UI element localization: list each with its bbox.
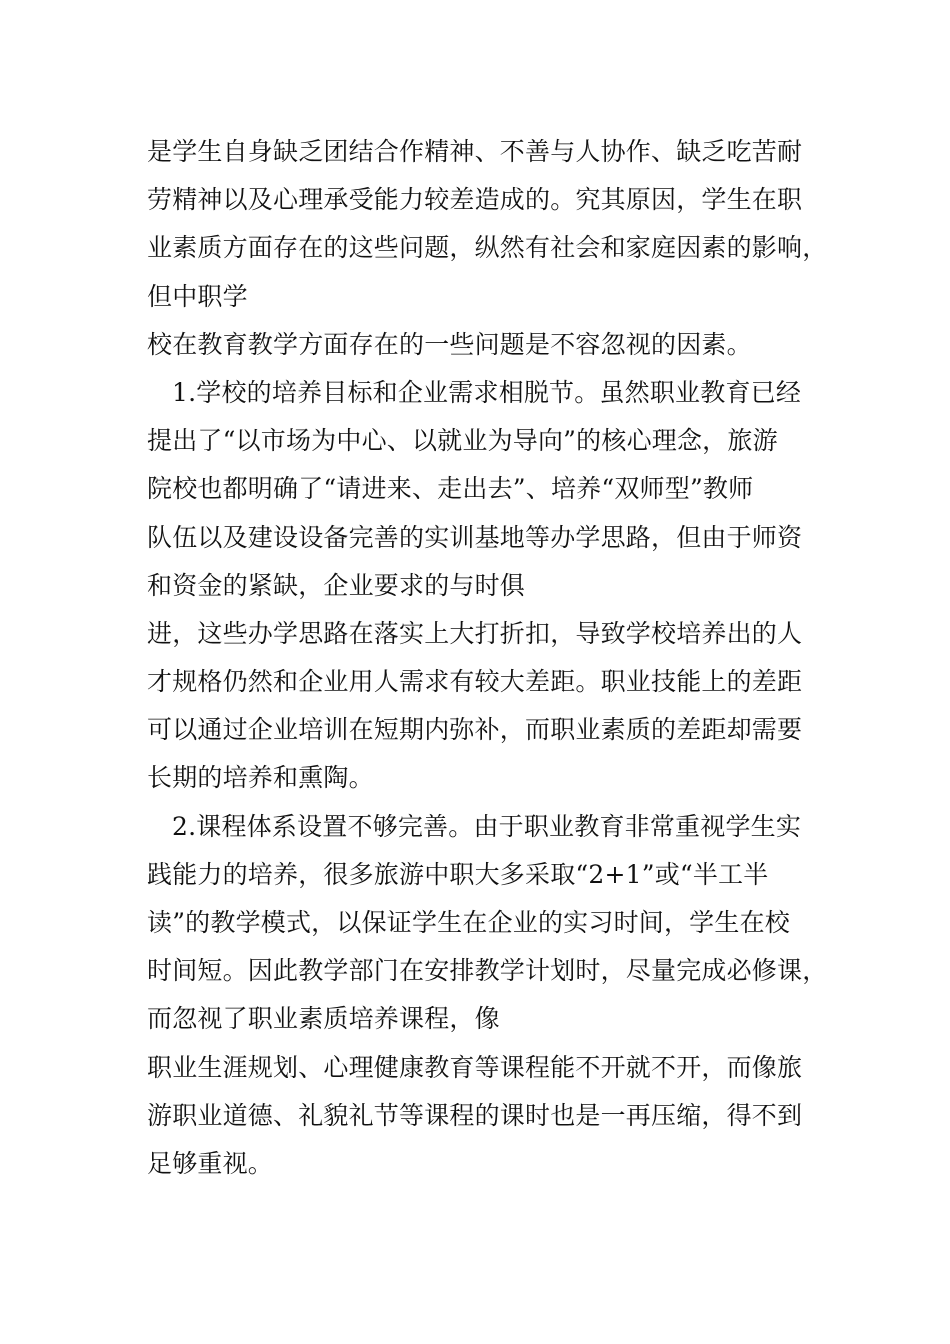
text-line: 践能力的培养，很多旅游中职大多采取“2+1”或“半工半 bbox=[147, 859, 769, 889]
text-line: 队伍以及建设设备完善的实训基地等办学思路，但由于师资 bbox=[147, 522, 803, 552]
text-line: 是学生自身缺乏团结合作精神、不善与人协作、缺乏吃苦耐 bbox=[147, 137, 803, 166]
text-line: 院校也都明确了“请进来、走出去”、培养“双师型”教师 bbox=[147, 474, 754, 504]
text-line: 职业生涯规划、心理健康教育等课程能不开就不开，而像旅 bbox=[147, 1052, 803, 1082]
text-line: 但中职学 bbox=[147, 281, 248, 311]
text-line: 校在教育教学方面存在的一些问题是不容忽视的因素。 bbox=[147, 329, 752, 359]
text-line: 足够重视。 bbox=[147, 1148, 274, 1178]
text-line: 时间短。因此教学部门在安排教学计划时，尽量完成必修课， bbox=[147, 956, 828, 986]
body-text bbox=[147, 128, 828, 1188]
text-line: 游职业道德、礼貌礼节等课程的课时也是一再压缩，得不到 bbox=[147, 1100, 803, 1130]
text-line: 业素质方面存在的这些问题，纵然有社会和家庭因素的影响， bbox=[147, 233, 828, 263]
text-line: 劳精神以及心理承受能力较差造成的。究其原因，学生在职 bbox=[147, 185, 803, 215]
text-line: 才规格仍然和企业用人需求有较大差距。职业技能上的差距 bbox=[147, 667, 803, 697]
text-line: 和资金的紧缺，企业要求的与时俱 bbox=[147, 570, 526, 600]
text-line: 可以通过企业培训在短期内弥补，而职业素质的差距却需要 bbox=[147, 715, 803, 745]
text-line: 提出了“以市场为中心、以就业为导向”的核心理念，旅游 bbox=[147, 426, 778, 456]
text-line: 长期的培养和熏陶。 bbox=[147, 763, 374, 793]
text-line: 2.课程体系设置不够完善。由于职业教育非常重视学生实 bbox=[172, 811, 802, 841]
text-line: 读”的教学模式，以保证学生在企业的实习时间，学生在校 bbox=[147, 908, 790, 937]
text-line: 1.学校的培养目标和企业需求相脱节。虽然职业教育已经 bbox=[172, 377, 802, 407]
text-line: 进，这些办学思路在落实上大打折扣，导致学校培养出的人 bbox=[147, 618, 803, 648]
text-line: 而忽视了职业素质培养课程，像 bbox=[147, 1004, 500, 1034]
